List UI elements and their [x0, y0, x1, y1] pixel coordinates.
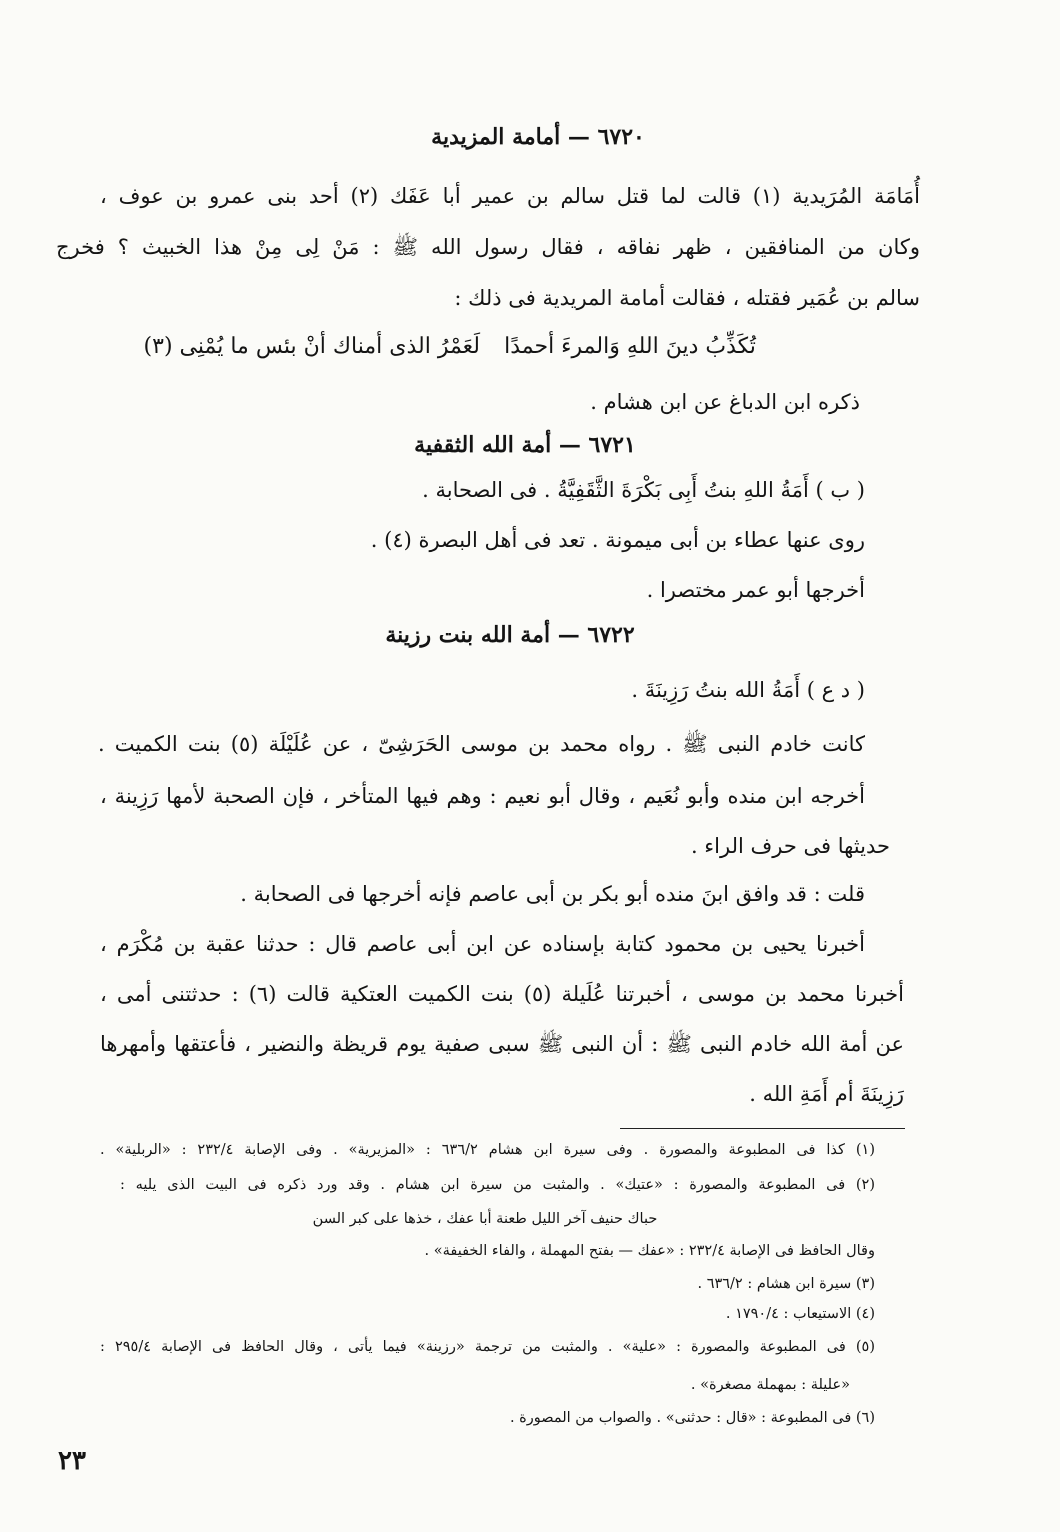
entry-line: أُمَامَة المُرَيدية (١) قالت لما قتل سالم بن عمير أبا عَفَك (٢) أحد بنى عمرو بن عوف ، — [100, 184, 921, 208]
entry-line: كانت خادم النبى ﷺ . رواه محمد بن موسى الحَرَشِىّ ، عن عُلَيْلَة (٥) بنت الكميت . — [98, 732, 865, 756]
entry-line: أخرجه ابن منده وأبو نُعَيم ، وقال أبو نعيم : وهم فيها المتأخر ، فإن الصحبة لأمها رَزِينة ، — [100, 784, 865, 808]
footnote: (٤) الاستيعاب : ١٧٩٠/٤ . — [725, 1306, 875, 1322]
entry-heading-6722: ٦٧٢٢ — أمة الله بنت رزينة — [385, 622, 635, 648]
footnote-verse: حباك حنيف آخر الليل طعنة أبا عفك ، خذها على كبر السن — [312, 1211, 658, 1227]
poem-hemistich-2: لَعَمْرُ الذى أمناك أنْ بئس ما يُمْنِى (٣) — [143, 334, 480, 359]
footnote: (٣) سيرة ابن هشام : ٦٣٦/٢ . — [697, 1276, 875, 1292]
entry-line: ( ب ) أَمَةُ اللهِ بنتُ أَبِى بَكْرَةَ الثَّقَفِيَّةُ . فى الصحابة . — [422, 478, 865, 502]
entry-line: وكان من المنافقين ، ظهر نفاقه ، فقال رسول الله ﷺ : مَنْ لِى مِنْ هذا الخبيث ؟ فخرج — [56, 235, 920, 259]
footnote: وقال الحافظ فى الإصابة ٢٣٢/٤ : «عفك — بفتح المهملة ، والفاء الخفيفة» . — [424, 1243, 875, 1259]
entry-line: حديثها فى حرف الراء . — [690, 834, 890, 858]
entry-line: ( د ع ) أَمَةُ الله بنتُ رَزِينَةَ . — [631, 678, 865, 702]
entry-line: أخرجها أبو عمر مختصرا . — [646, 578, 865, 602]
entry-line: أخبرنا يحيى بن محمود كتابة بإسناده عن ابن أبى عاصم قال : حدثنا عقبة بن مُكْرَم ، — [100, 932, 865, 956]
entry-heading-6721: ٦٧٢١ — أمة الله الثقفية — [414, 432, 636, 458]
source-line: ذكره ابن الدباغ عن ابن هشام . — [590, 390, 860, 414]
footnote: (٦) فى المطبوعة : «قال : حدثنى» . والصواب من المصورة . — [509, 1410, 875, 1426]
footnote: (٥) فى المطبوعة والمصورة : «علية» . والمثبت من ترجمة «رزينة» فيما يأتى ، وقال الحافظ فى الإصابة ٢٩٥/٤ : — [100, 1339, 875, 1355]
entry-line: روى عنها عطاء بن أبى ميمونة . تعد فى أهل البصرة (٤) . — [370, 528, 865, 552]
entry-line: قلت : قد وافق ابنَ منده أبو بكر بن أبى عاصم فإنه أخرجها فى الصحابة . — [240, 882, 865, 906]
footnote-separator — [620, 1128, 905, 1129]
page-number: ٢٣ — [58, 1446, 86, 1476]
footnote: (٢) فى المطبوعة والمصورة : «عتيك» . والمثبت من سيرة ابن هشام . وقد ورد ذكره فى البيت الذى يليه : — [120, 1177, 875, 1193]
footnote: (١) كذا فى المطبوعة والمصورة . وفى سيرة ابن هشام ٦٣٦/٢ : «المزيرية» . وفى الإصابة ٢٣٢/٤ : «الربلية» . — [100, 1142, 875, 1158]
poem-hemistich-1: تُكَذِّبُ دينَ اللهِ وَالمرءَ أحمدًا — [504, 334, 756, 359]
footnote: «عليلة : بمهملة مصغرة» . — [690, 1377, 850, 1393]
entry-line: سالم بن عُمَير فقتله ، فقالت أمامة المريدية فى ذلك : — [454, 286, 920, 310]
entry-line: عن أمة الله خادم النبى ﷺ : أن النبى ﷺ سبى صفية يوم قريظة والنضير ، فأعتقها وأمهرها — [100, 1032, 904, 1056]
entry-line: أخبرنا محمد بن موسى ، أخبرتنا عُلَيلة (٥) بنت الكميت العتكية قالت (٦) : حدثتنى أمى ، — [100, 982, 904, 1006]
entry-heading-6720: ٦٧٢٠ — أمامة المزيدية — [431, 124, 645, 150]
entry-line: رَزِينَةَ أم أَمَةِ الله . — [749, 1082, 904, 1106]
